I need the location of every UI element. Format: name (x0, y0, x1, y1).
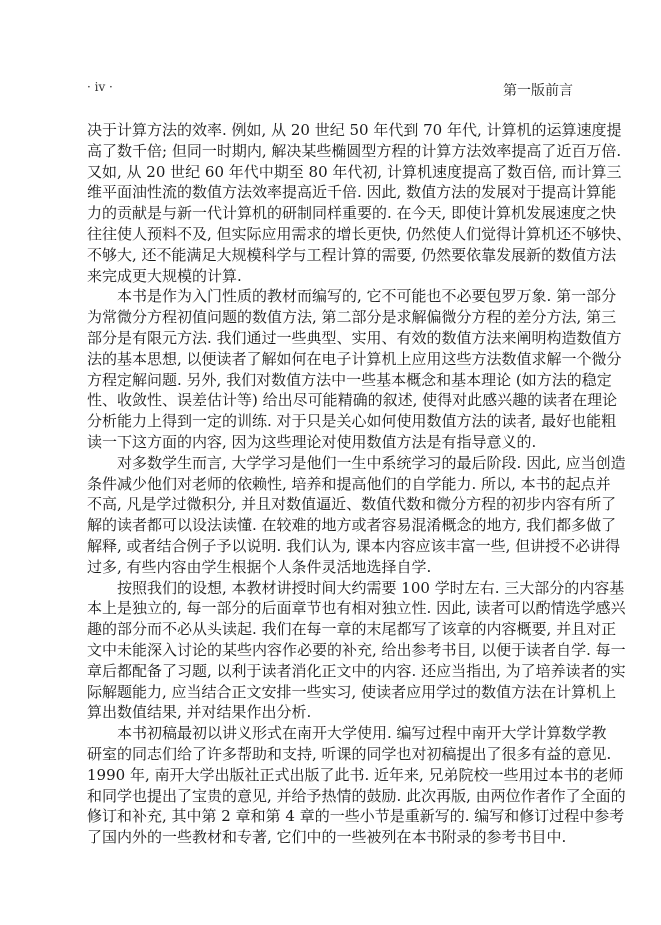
text-line: 趣的部分而不必从头读起. 我们在每一章的末尾都写了该章的内容概要, 并且对正 (87, 620, 617, 639)
text-line: 研室的同志们给了许多帮助和支持, 听课的同学也对初稿提出了很多有益的意见. (87, 744, 612, 763)
text-line: 决于计算方法的效率. 例如, 从 20 世纪 50 年代到 70 年代, 计算机的运算速度提 (87, 121, 622, 139)
text-line: 为常微分方程初值问题的数值方法, 第二部分是求解偏微分方程的差分方法, 第三 (87, 308, 617, 327)
text-line: 文中未能深入讨论的某些内容作必要的补充, 给出参考书目, 以便于读者自学. 每一 (87, 640, 626, 659)
paragraph (87, 723, 626, 848)
text-line: 对多数学生而言, 大学学习是他们一生中系统学习的最后阶段. 因此, 应当创造 (117, 453, 626, 472)
text-line: 1990 年, 南开大学出版社正式出版了此书. 近年来, 兄弟院校一些用过本书的老师 (87, 765, 624, 784)
page-header (87, 80, 573, 100)
text-line: 过多, 有些内容由学生根据个人条件灵活地选择自学. (87, 557, 432, 576)
text-line: 按照我们的设想, 本教材讲授时间大约需要 100 学时左右. 三大部分的内容基 (117, 578, 625, 597)
text-line: 了国内外的一些教材和专著, 它们中的一些被列在本书附录的参考书目中. (87, 828, 567, 847)
text-line: 往往使人预料不及, 但实际应用需求的增长更快, 仍然使人们觉得计算机还不够快、 (87, 224, 632, 243)
text-line: 部分是有限元方法. 我们通过一些典型、实用、有效的数值方法来阐明构造数值方 (87, 328, 622, 347)
paragraph (87, 453, 626, 578)
text-line: 来完成更大规模的计算. (87, 266, 242, 285)
text-line: 分析能力上得到一定的训练. 对于只是关心如何使用数值方法的读者, 最好也能粗 (87, 412, 617, 431)
paragraph (87, 120, 632, 286)
text-line: 不高, 凡是学过微积分, 并且对数值逼近、数值代数和微分方程的初步内容有所了 (87, 495, 617, 514)
text-line: 力的贡献是与新一代计算机的研制同样重要的. 在今天, 即使计算机发展速度之快 (87, 204, 617, 223)
text-line: 高了数千倍; 但同一时期内, 解决某些椭圆型方程的计算方法效率提高了近百万倍. (87, 141, 622, 160)
text-line: 解释, 或者结合例子予以说明. 我们认为, 课本内容应该丰富一些, 但讲授不必讲得 (87, 536, 621, 555)
text-line: 解的读者都可以设法读懂. 在较难的地方或者容易混淆概念的地方, 我们都多做了 (87, 516, 617, 535)
text-line: 际解题能力, 应当结合正文安排一些实习, 使读者应用学过的数值方法在计算机上 (87, 682, 617, 701)
document-body (87, 120, 632, 848)
text-line: 章后都配备了习题, 以利于读者消化正文中的内容. 还应当指出, 为了培养读者的实 (87, 661, 626, 680)
text-line: 本书是作为入门性质的教材而编写的, 它不可能也不必要包罗万象. 第一部分 (117, 287, 617, 306)
text-line: 算出数值结果, 并对结果作出分析. (87, 703, 312, 722)
text-line: 法的基本思想, 以便读者了解如何在电子计算机上应用这些方法数值求解一个微分 (87, 349, 622, 368)
text-line: 又如, 从 20 世纪 60 年代中期至 80 年代初, 计算机速度提高了数百倍, 而计算三 (87, 162, 622, 181)
paragraph (87, 578, 626, 724)
text-line: 和同学也提出了宝贵的意见, 并给予热情的鼓励. 此次再版, 由两位作者作了全面的 (87, 786, 626, 805)
running-title: 第一版前言 (503, 83, 573, 99)
text-line: 读一下这方面的内容, 因为这些理论对使用数值方法是有指导意义的. (87, 432, 537, 451)
text-line: 本上是独立的, 每一部分的后面章节也有相对独立性. 因此, 读者可以酌情选学感兴 (87, 599, 626, 618)
text-line: 本书初稿最初以讲义形式在南开大学使用. 编写过程中南开大学计算数学教 (117, 724, 607, 743)
text-line: 维平面油性流的数值方法效率提高近千倍. 因此, 数值方法的发展对于提高计算能 (87, 183, 617, 202)
text-line: 性、收敛性、误差估计等) 给出尽可能精确的叙述, 使得对此感兴趣的读者在理论 (87, 391, 618, 410)
text-line: 条件减少他们对老师的依赖性, 培养和提高他们的自学能力. 所以, 本书的起点并 (87, 474, 611, 493)
text-line: 修订和补充, 其中第 2 章和第 4 章的一些小节是重新写的. 编写和修订过程中参考 (87, 807, 625, 826)
paragraph (87, 286, 622, 452)
text-line: 不够大, 还不能满足大规模科学与工程计算的需要, 仍然要依靠发展新的数值方法 (87, 245, 617, 264)
text-line: 方程定解问题. 另外, 我们对数值方法中一些基本概念和基本理论 (如方法的稳定 (87, 370, 612, 389)
page-number: · iv · (87, 80, 113, 94)
